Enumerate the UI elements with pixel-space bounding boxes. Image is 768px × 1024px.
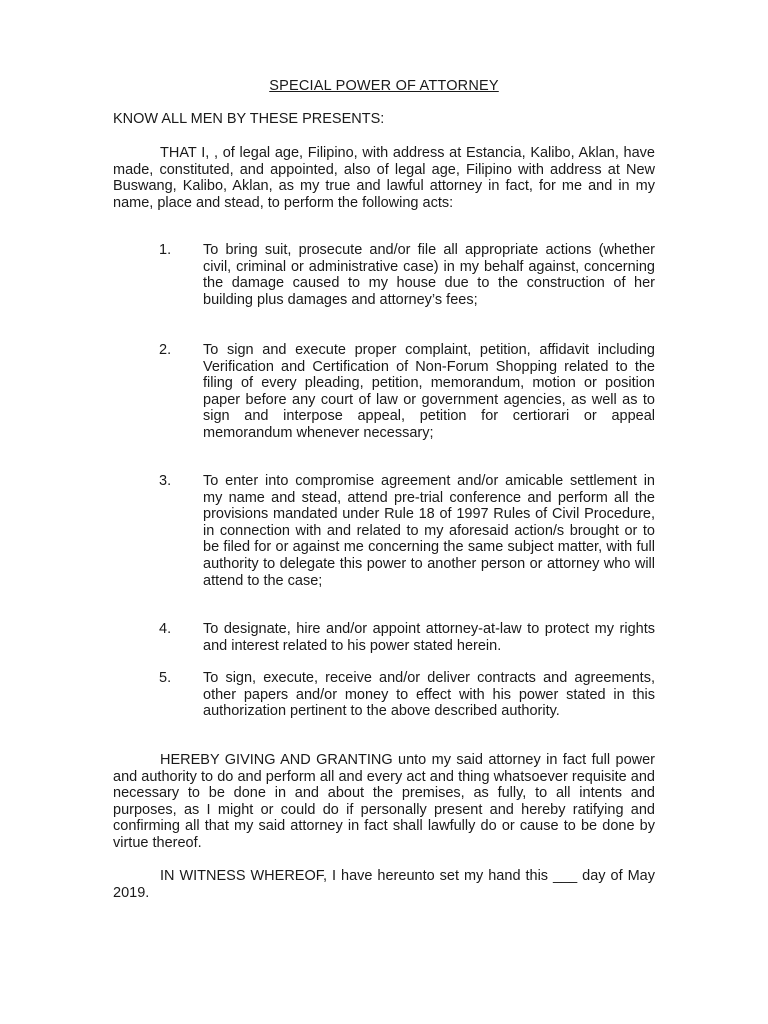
- list-item-text: To bring suit, prosecute and/or file all appropriate actions (whether civil, criminal or administrative case) in my behalf against, concerning the damage caused to my house due to the construction of her building plus damages and attorney’s fees;: [203, 242, 655, 308]
- list-item-text: To enter into compromise agreement and/or amicable settlement in my name and stead, attend pre-trial conference and perform all the provisions mandated under Rule 18 of 1997 Rules of Civil Procedure, in connection with and related to my aforesaid action/s brought or to be filed for or against me concerning the same subject matter, with full authority to delegate this power to another person or attorney who will attend to the case;: [203, 473, 655, 589]
- list-item-number: 1.: [159, 242, 172, 258]
- list-item-text: To sign, execute, receive and/or deliver contracts and agreements, other papers and/or money to effect with his power stated in this authorization pertinent to the above described authority.: [203, 670, 655, 720]
- list-item-number: 2.: [159, 342, 172, 358]
- list-item-number: 5.: [159, 670, 172, 686]
- list-item: [113, 242, 655, 308]
- list-item: [113, 621, 655, 654]
- granting-paragraph: HEREBY GIVING AND GRANTING unto my said attorney in fact full power and authority to do and perform all and every act and thing whatsoever requisite and necessary to be done in and about the premises, as fully, to all intents and purposes, as I might or could do if personally present and hereby ratifying and confirming all that my said attorney in fact shall lawfully do or cause to be done by virtue thereof.: [113, 752, 655, 851]
- list-item-text: To sign and execute proper complaint, petition, affidavit including Verification and Certification of Non-Forum Shopping related to the filing of every pleading, petition, memorandum, motion or position paper before any court of law or government agencies, as well as to sign and interpose appeal, petition for certiorari or appeal memorandum whenever necessary;: [203, 342, 655, 441]
- list-item-number: 4.: [159, 621, 172, 637]
- list-item-number: 3.: [159, 473, 172, 489]
- document-title: SPECIAL POWER OF ATTORNEY: [269, 78, 499, 94]
- list-item-text: To designate, hire and/or appoint attorney-at-law to protect my rights and interest related to his power stated herein.: [203, 621, 655, 654]
- list-item: [113, 473, 655, 589]
- list-item: [113, 342, 655, 442]
- salutation: KNOW ALL MEN BY THESE PRESENTS:: [113, 111, 385, 127]
- witness-paragraph: IN WITNESS WHEREOF, I have hereunto set my hand this ___ day of May 2019.: [113, 868, 655, 901]
- list-item: [113, 670, 655, 720]
- intro-paragraph: THAT I, , of legal age, Filipino, with address at Estancia, Kalibo, Aklan, have made, constituted, and appointed, also of legal age, Filipino with address at New Buswang, Kalibo, Aklan, as my true and lawful attorney in fact, for me and in my name, place and stead, to perform the following acts:: [113, 145, 655, 211]
